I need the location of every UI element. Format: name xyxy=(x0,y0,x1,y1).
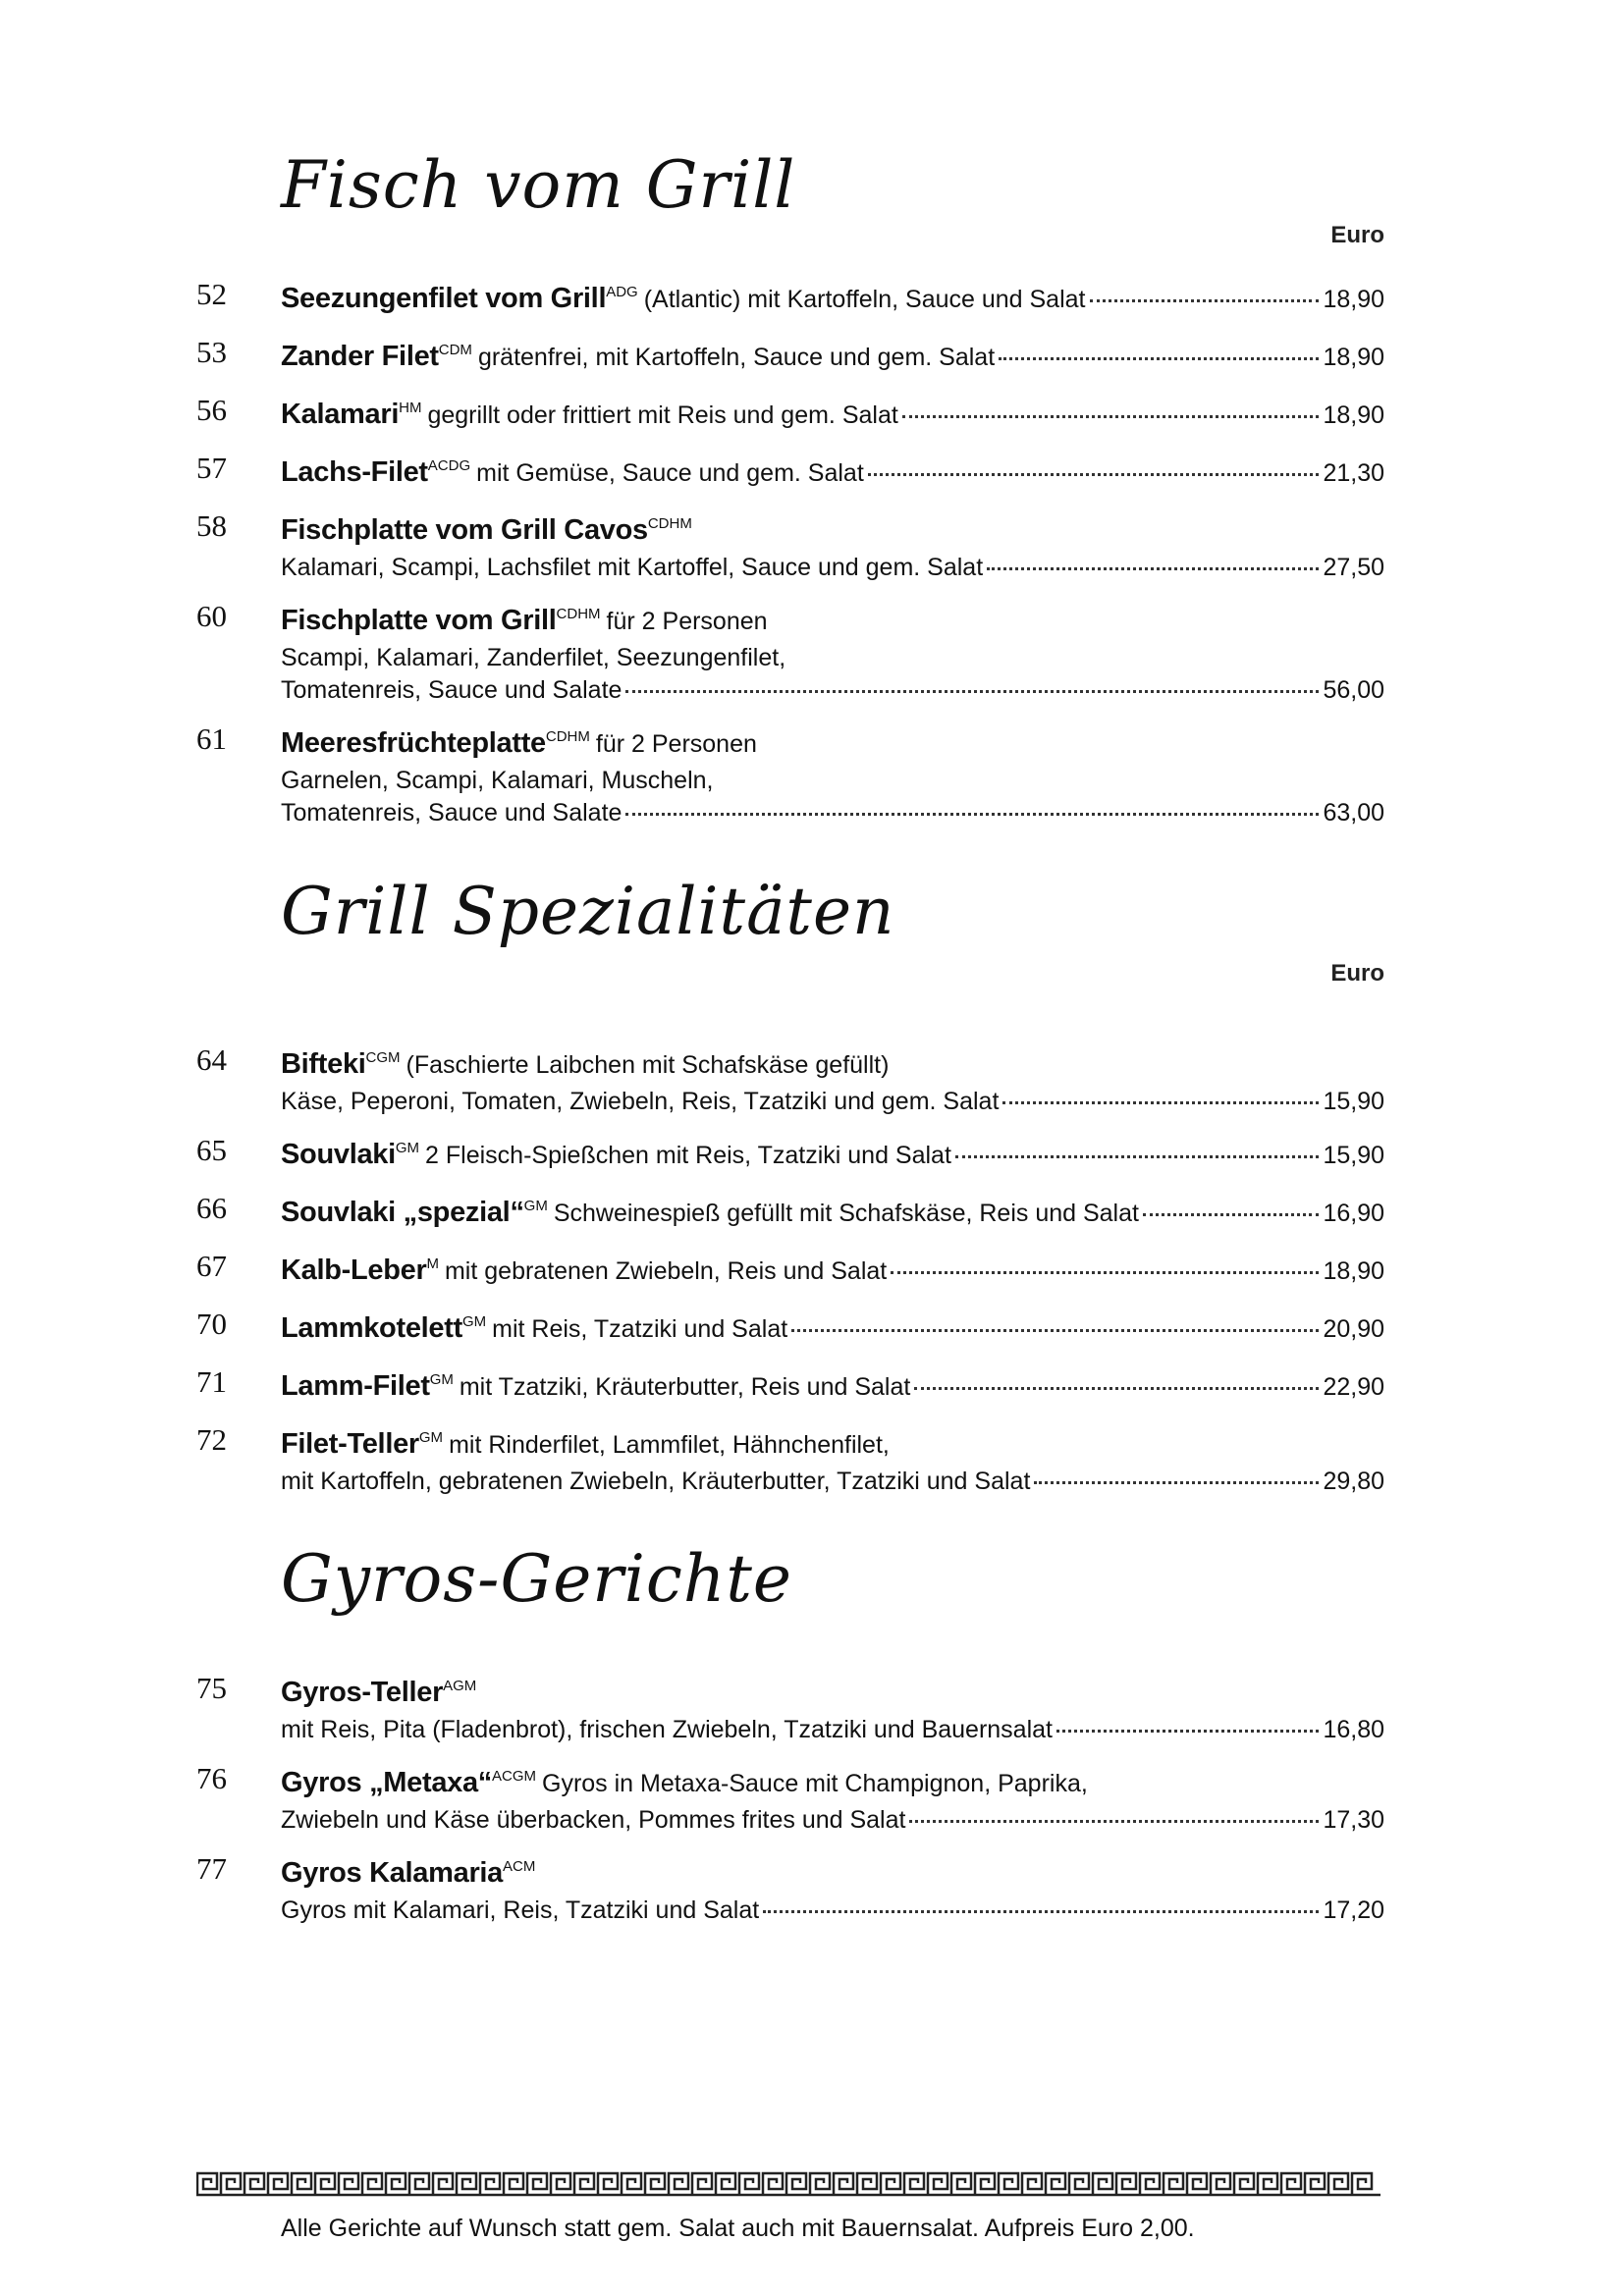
item-body xyxy=(281,1305,1384,1350)
item-body xyxy=(281,1189,1384,1234)
item-name: Lammkotelett xyxy=(281,1312,462,1344)
item-line xyxy=(281,1669,1384,1714)
item-name: Fischplatte vom Grill xyxy=(281,605,557,636)
allergen-codes: ACDG xyxy=(427,457,471,474)
item-line xyxy=(281,720,1384,765)
currency-label: Euro xyxy=(1330,222,1384,248)
item-description: grätenfrei, mit Kartoffeln, Sauce und gem. Salat xyxy=(477,344,996,371)
item-text xyxy=(281,1131,951,1176)
item-line xyxy=(281,765,1384,797)
item-text xyxy=(281,597,768,642)
item-text xyxy=(281,797,622,829)
item-description: mit Tzatziki, Kräuterbutter, Reis und Salat xyxy=(459,1373,911,1401)
item-line xyxy=(281,1131,1384,1176)
item-line xyxy=(281,333,1384,378)
item-text xyxy=(281,674,622,707)
section-header xyxy=(196,874,1384,1041)
item-price: 63,00 xyxy=(1323,799,1384,827)
item-description: Zwiebeln und Käse überbacken, Pommes frites und Salat xyxy=(281,1806,906,1834)
menu-item xyxy=(196,720,1384,829)
item-number: 72 xyxy=(196,1422,227,1457)
item-price: 29,80 xyxy=(1323,1468,1384,1495)
item-number: 56 xyxy=(196,393,227,427)
menu-item xyxy=(196,1041,1384,1118)
item-number: 58 xyxy=(196,508,227,543)
item-body xyxy=(281,1041,1384,1118)
item-name: Meeresfrüchteplatte xyxy=(281,727,546,759)
item-text xyxy=(281,720,757,765)
footer-note: Alle Gerichte auf Wunsch statt gem. Salat auch mit Bauernsalat. Aufpreis Euro 2,00. xyxy=(281,2215,1195,2242)
item-line xyxy=(281,1759,1384,1804)
item-name: Fischplatte vom Grill Cavos xyxy=(281,514,648,546)
allergen-codes: CDHM xyxy=(545,728,590,745)
item-number: 71 xyxy=(196,1364,227,1399)
section-title: Grill Spezialitäten xyxy=(281,874,895,949)
dot-leader xyxy=(999,357,1319,360)
item-number: 65 xyxy=(196,1133,227,1167)
item-body xyxy=(281,1849,1384,1927)
allergen-codes: CDHM xyxy=(556,606,601,622)
item-price: 17,20 xyxy=(1323,1896,1384,1924)
item-name: Bifteki xyxy=(281,1048,366,1080)
item-name: Gyros-Teller xyxy=(281,1677,444,1708)
menu-item xyxy=(196,333,1384,378)
item-line xyxy=(281,1086,1384,1118)
menu-item xyxy=(196,1362,1384,1408)
item-number: 61 xyxy=(196,721,227,756)
item-name: Gyros „Metaxa“ xyxy=(281,1767,492,1798)
item-text xyxy=(281,507,698,552)
item-price: 27,50 xyxy=(1323,554,1384,581)
item-text xyxy=(281,275,1086,320)
item-text xyxy=(281,1804,905,1837)
item-body xyxy=(281,720,1384,829)
item-number: 75 xyxy=(196,1671,227,1705)
item-price: 15,90 xyxy=(1323,1142,1384,1169)
section-header xyxy=(196,147,1384,275)
item-text xyxy=(281,765,713,797)
item-line xyxy=(281,1041,1384,1086)
item-description: (Faschierte Laibchen mit Schafskäse gefüllt) xyxy=(406,1051,890,1079)
item-body xyxy=(281,1420,1384,1498)
item-number: 76 xyxy=(196,1761,227,1795)
item-text xyxy=(281,1759,1088,1804)
menu-item xyxy=(196,275,1384,320)
dot-leader xyxy=(987,567,1319,570)
menu-item xyxy=(196,597,1384,707)
menu-item xyxy=(196,1420,1384,1498)
section-title: Gyros-Gerichte xyxy=(281,1541,792,1617)
allergen-codes: CGM xyxy=(365,1049,401,1066)
item-name: Kalb-Leber xyxy=(281,1255,427,1286)
item-line xyxy=(281,552,1384,584)
allergen-codes: ACGM xyxy=(492,1768,536,1785)
item-price: 18,90 xyxy=(1323,401,1384,429)
item-line xyxy=(281,1714,1384,1746)
item-text xyxy=(281,642,785,674)
dot-leader xyxy=(1143,1213,1319,1216)
item-body xyxy=(281,1759,1384,1837)
dot-leader xyxy=(955,1155,1320,1158)
item-line xyxy=(281,1849,1384,1895)
item-price: 56,00 xyxy=(1323,676,1384,704)
allergen-codes: HM xyxy=(399,400,422,416)
item-body xyxy=(281,1362,1384,1408)
item-text xyxy=(281,333,995,378)
allergen-codes: GM xyxy=(418,1429,444,1446)
allergen-codes: M xyxy=(426,1255,439,1272)
item-description: mit Reis, Tzatziki und Salat xyxy=(492,1315,788,1343)
menu-item xyxy=(196,1131,1384,1176)
item-text xyxy=(281,1420,890,1466)
item-line xyxy=(281,391,1384,436)
dot-leader xyxy=(763,1910,1319,1913)
item-body xyxy=(281,1247,1384,1292)
item-line xyxy=(281,1189,1384,1234)
currency-label: Euro xyxy=(1330,960,1384,987)
item-price: 22,90 xyxy=(1323,1373,1384,1401)
item-description: gegrillt oder frittiert mit Reis und gem. Salat xyxy=(427,401,898,429)
dot-leader xyxy=(902,415,1320,418)
item-price: 15,90 xyxy=(1323,1088,1384,1115)
item-name: Lachs-Filet xyxy=(281,456,428,488)
item-text xyxy=(281,449,864,494)
item-description: für 2 Personen xyxy=(595,730,757,758)
item-line xyxy=(281,1247,1384,1292)
item-text xyxy=(281,1669,482,1714)
item-price: 21,30 xyxy=(1323,459,1384,487)
item-line xyxy=(281,642,1384,674)
item-price: 20,90 xyxy=(1323,1315,1384,1343)
item-description: Schweinespieß gefüllt mit Schafskäse, Reis und Salat xyxy=(553,1200,1139,1227)
item-name: Souvlaki „spezial“ xyxy=(281,1197,524,1228)
item-line xyxy=(281,597,1384,642)
menu-item xyxy=(196,1189,1384,1234)
dot-leader xyxy=(909,1820,1319,1823)
allergen-codes: ACM xyxy=(503,1858,536,1875)
item-number: 67 xyxy=(196,1249,227,1283)
item-line xyxy=(281,507,1384,552)
item-description: mit Rinderfilet, Lammfilet, Hähnchenfilet, xyxy=(449,1431,890,1459)
section-title: Fisch vom Grill xyxy=(281,147,796,223)
meander-path xyxy=(197,2173,1372,2195)
item-text xyxy=(281,1714,1053,1746)
item-price: 16,80 xyxy=(1323,1716,1384,1743)
item-body xyxy=(281,449,1384,494)
greek-key-border xyxy=(196,2171,1380,2197)
item-name: Zander Filet xyxy=(281,341,439,372)
item-text xyxy=(281,1362,910,1408)
menu-section xyxy=(196,874,1384,1511)
dot-leader xyxy=(1002,1101,1319,1104)
item-number: 66 xyxy=(196,1191,227,1225)
item-text xyxy=(281,1041,889,1086)
allergen-codes: GM xyxy=(523,1198,548,1214)
menu-item xyxy=(196,1759,1384,1837)
item-line xyxy=(281,1466,1384,1498)
item-name: Seezungenfilet vom Grill xyxy=(281,283,607,314)
menu-item xyxy=(196,1849,1384,1927)
allergen-codes: CDHM xyxy=(647,515,692,532)
item-price: 18,90 xyxy=(1323,344,1384,371)
item-description: Garnelen, Scampi, Kalamari, Muscheln, xyxy=(281,767,714,794)
dot-leader xyxy=(868,473,1320,476)
item-name: Lamm-Filet xyxy=(281,1370,430,1402)
dot-leader xyxy=(791,1329,1319,1332)
menu-item xyxy=(196,391,1384,436)
allergen-codes: AGM xyxy=(443,1678,477,1694)
item-description: Scampi, Kalamari, Zanderfilet, Seezungenfilet, xyxy=(281,644,786,671)
item-text xyxy=(281,391,898,436)
item-line xyxy=(281,1420,1384,1466)
item-text xyxy=(281,1305,787,1350)
item-number: 77 xyxy=(196,1851,227,1886)
item-number: 70 xyxy=(196,1307,227,1341)
item-text xyxy=(281,552,983,584)
item-name: Kalamari xyxy=(281,399,400,430)
menu-item xyxy=(196,449,1384,494)
menu-item xyxy=(196,1247,1384,1292)
item-text xyxy=(281,1466,1030,1498)
menu-item xyxy=(196,507,1384,584)
item-description: für 2 Personen xyxy=(606,608,768,635)
allergen-codes: GM xyxy=(395,1140,420,1156)
dot-leader xyxy=(625,690,1319,693)
item-text xyxy=(281,1247,887,1292)
item-name: Gyros Kalamaria xyxy=(281,1857,504,1889)
item-line xyxy=(281,275,1384,320)
section-header xyxy=(196,1541,1384,1669)
item-price: 17,30 xyxy=(1323,1806,1384,1834)
menu-section xyxy=(196,147,1384,842)
item-number: 57 xyxy=(196,451,227,485)
item-description: Gyros mit Kalamari, Reis, Tzatziki und Salat xyxy=(281,1896,760,1924)
item-body xyxy=(281,1131,1384,1176)
item-description: Kalamari, Scampi, Lachsfilet mit Kartoffel, Sauce und gem. Salat xyxy=(281,554,984,581)
allergen-codes: CDM xyxy=(438,342,472,358)
item-name: Souvlaki xyxy=(281,1139,396,1170)
item-text xyxy=(281,1895,759,1927)
dot-leader xyxy=(625,813,1319,816)
dot-leader xyxy=(1034,1481,1319,1484)
item-price: 18,90 xyxy=(1323,1257,1384,1285)
item-description: mit Kartoffeln, gebratenen Zwiebeln, Kräuterbutter, Tzatziki und Salat xyxy=(281,1468,1031,1495)
item-line xyxy=(281,1895,1384,1927)
allergen-codes: GM xyxy=(429,1371,454,1388)
item-line xyxy=(281,674,1384,707)
item-line xyxy=(281,1362,1384,1408)
item-line xyxy=(281,797,1384,829)
item-name: Filet-Teller xyxy=(281,1428,419,1460)
allergen-codes: GM xyxy=(461,1313,487,1330)
item-line xyxy=(281,449,1384,494)
item-price: 16,90 xyxy=(1323,1200,1384,1227)
item-line xyxy=(281,1305,1384,1350)
item-body xyxy=(281,1669,1384,1746)
item-description: Tomatenreis, Sauce und Salate xyxy=(281,799,623,827)
menu-item xyxy=(196,1305,1384,1350)
item-description: Käse, Peperoni, Tomaten, Zwiebeln, Reis, Tzatziki und gem. Salat xyxy=(281,1088,1000,1115)
dot-leader xyxy=(891,1271,1319,1274)
item-number: 64 xyxy=(196,1042,227,1077)
item-description: 2 Fleisch-Spießchen mit Reis, Tzatziki und Salat xyxy=(425,1142,951,1169)
dot-leader xyxy=(914,1387,1319,1390)
item-body xyxy=(281,597,1384,707)
item-number: 60 xyxy=(196,599,227,633)
item-body xyxy=(281,333,1384,378)
item-price: 18,90 xyxy=(1323,286,1384,313)
item-body xyxy=(281,391,1384,436)
item-description: mit Reis, Pita (Fladenbrot), frischen Zwiebeln, Tzatziki und Bauernsalat xyxy=(281,1716,1053,1743)
item-body xyxy=(281,275,1384,320)
item-description: mit Gemüse, Sauce und gem. Salat xyxy=(476,459,864,487)
item-line xyxy=(281,1804,1384,1837)
item-description: Tomatenreis, Sauce und Salate xyxy=(281,676,623,704)
item-text xyxy=(281,1849,541,1895)
item-text xyxy=(281,1189,1139,1234)
item-description: mit gebratenen Zwiebeln, Reis und Salat xyxy=(444,1257,888,1285)
item-description: Gyros in Metaxa-Sauce mit Champignon, Paprika, xyxy=(542,1770,1088,1797)
dot-leader xyxy=(1056,1730,1319,1733)
menu-item xyxy=(196,1669,1384,1746)
item-text xyxy=(281,1086,999,1118)
item-body xyxy=(281,507,1384,584)
item-description: (Atlantic) mit Kartoffeln, Sauce und Salat xyxy=(643,286,1086,313)
menu-section xyxy=(196,1541,1384,1940)
allergen-codes: ADG xyxy=(606,284,638,300)
item-number: 53 xyxy=(196,335,227,369)
item-number: 52 xyxy=(196,277,227,311)
dot-leader xyxy=(1090,299,1320,302)
